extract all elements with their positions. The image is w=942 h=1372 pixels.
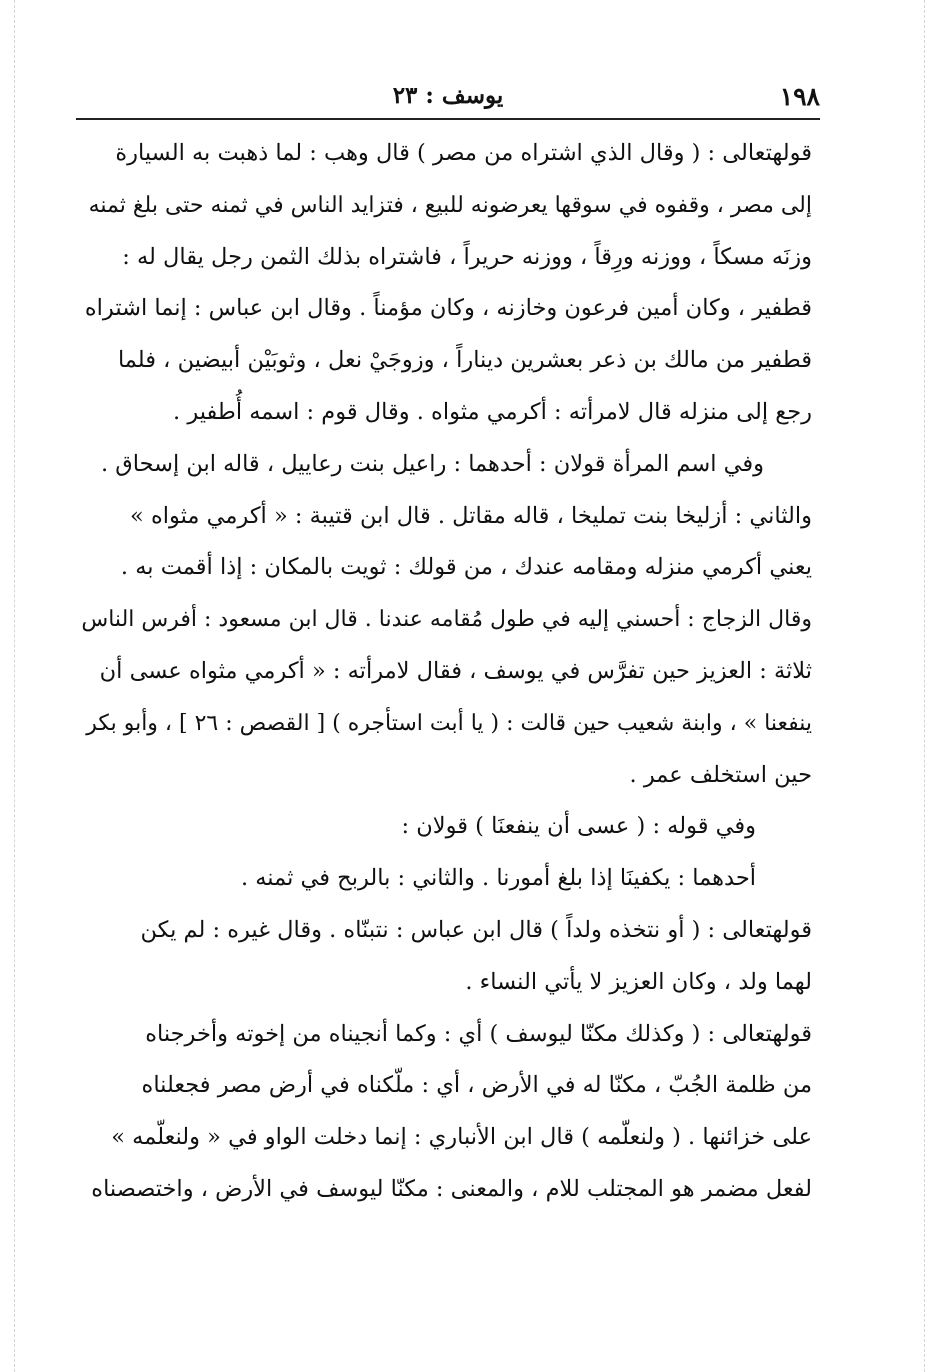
text-line: وفي اسم المرأة قولان : أحدهما : راعيل بنت رعاييل ، قاله ابن إسحاق . (100, 450, 764, 477)
text-line: وزنَه مسكاً ، ووزنه ورِقاً ، ووزنه حريراً ، فاشتراه بذلك الثمن رجل يقال له : (122, 243, 812, 270)
text-line: قولهتعالى : ( وكذلك مكنّا ليوسف ) أي : وكما أنجيناه من إخوته وأخرجناه (145, 1020, 812, 1047)
text-line: قولهتعالى : ( أو نتخذه ولداً ) قال ابن عباس : نتبنّاه . وقال غيره : لم يكن (140, 916, 812, 943)
text-line: ثلاثة : العزيز حين تفرَّس في يوسف ، فقال لامرأته : « أكرمي مثواه عسى أن (99, 657, 812, 684)
text-line: والثاني : أزليخا بنت تمليخا ، قاله مقاتل . قال ابن قتيبة : « أكرمي مثواه » (130, 502, 812, 529)
text-line: قطفير من مالك بن ذعر بعشرين ديناراً ، وزوجَيْ نعل ، وثوبَيْن أبيضين ، فلما (117, 347, 812, 374)
text-line: رجع إلى منزله قال لامرأته : أكرمي مثواه . وقال قوم : اسمه أُطفير . (173, 398, 812, 425)
text-line: على خزائنها . ( ولنعلّمه ) قال ابن الأنباري : إنما دخلت الواو في « ولنعلّمه » (111, 1124, 812, 1151)
text-line: وفي قوله : ( عسى أن ينفعنَا ) قولان : (401, 813, 756, 840)
text-line: ينفعنا » ، وابنة شعيب حين قالت : ( يا أبت استأجره ) [ القصص : ٢٦ ] ، وأبو بكر (86, 710, 812, 736)
text-line: من ظلمة الجُبّ ، مكنّا له في الأرض ، أي : ملّكناه في أرض مصر فجعلناه (141, 1072, 812, 1099)
page-body (78, 128, 812, 1216)
page-header (76, 78, 820, 120)
text-line: إلى مصر ، وقفوه في سوقها يعرضونه للبيع ، فتزايد الناس في ثمنه حتى بلغ ثمنه (88, 192, 812, 218)
scan-guide-right (924, 0, 925, 1372)
page-number: ١٩٨ (779, 82, 820, 111)
text-line: لفعل مضمر هو المجتلب للام ، والمعنى : مكنّا ليوسف في الأرض ، واختصصناه (91, 1175, 812, 1202)
text-line: أحدهما : يكفينَا إذا بلغ أمورنا . والثاني : بالربح في ثمنه . (240, 865, 756, 892)
text-line: حين استخلف عمر . (629, 761, 812, 788)
text-line: قولهتعالى : ( وقال الذي اشتراه من مصر ) قال وهب : لما ذهبت به السيارة (115, 140, 812, 166)
text-line: يعني أكرمي منزله ومقامه عندك ، من قولك : ثويت بالمكان : إذا أقمت به . (120, 554, 812, 581)
text-line: لهما ولد ، وكان العزيز لا يأتي النساء . (465, 968, 812, 995)
text-line: وقال الزجاج : أحسني إليه في طول مُقامه عندنا . قال ابن مسعود : أفرس الناس (81, 607, 812, 633)
text-line: قطفير ، وكان أمين فرعون وخازنه ، وكان مؤمناً . وقال ابن عباس : إنما اشتراه (84, 295, 812, 322)
scan-guide-left (14, 0, 15, 1372)
header-rule (76, 118, 820, 120)
running-title: يوسف : ٢٣ (392, 82, 504, 109)
